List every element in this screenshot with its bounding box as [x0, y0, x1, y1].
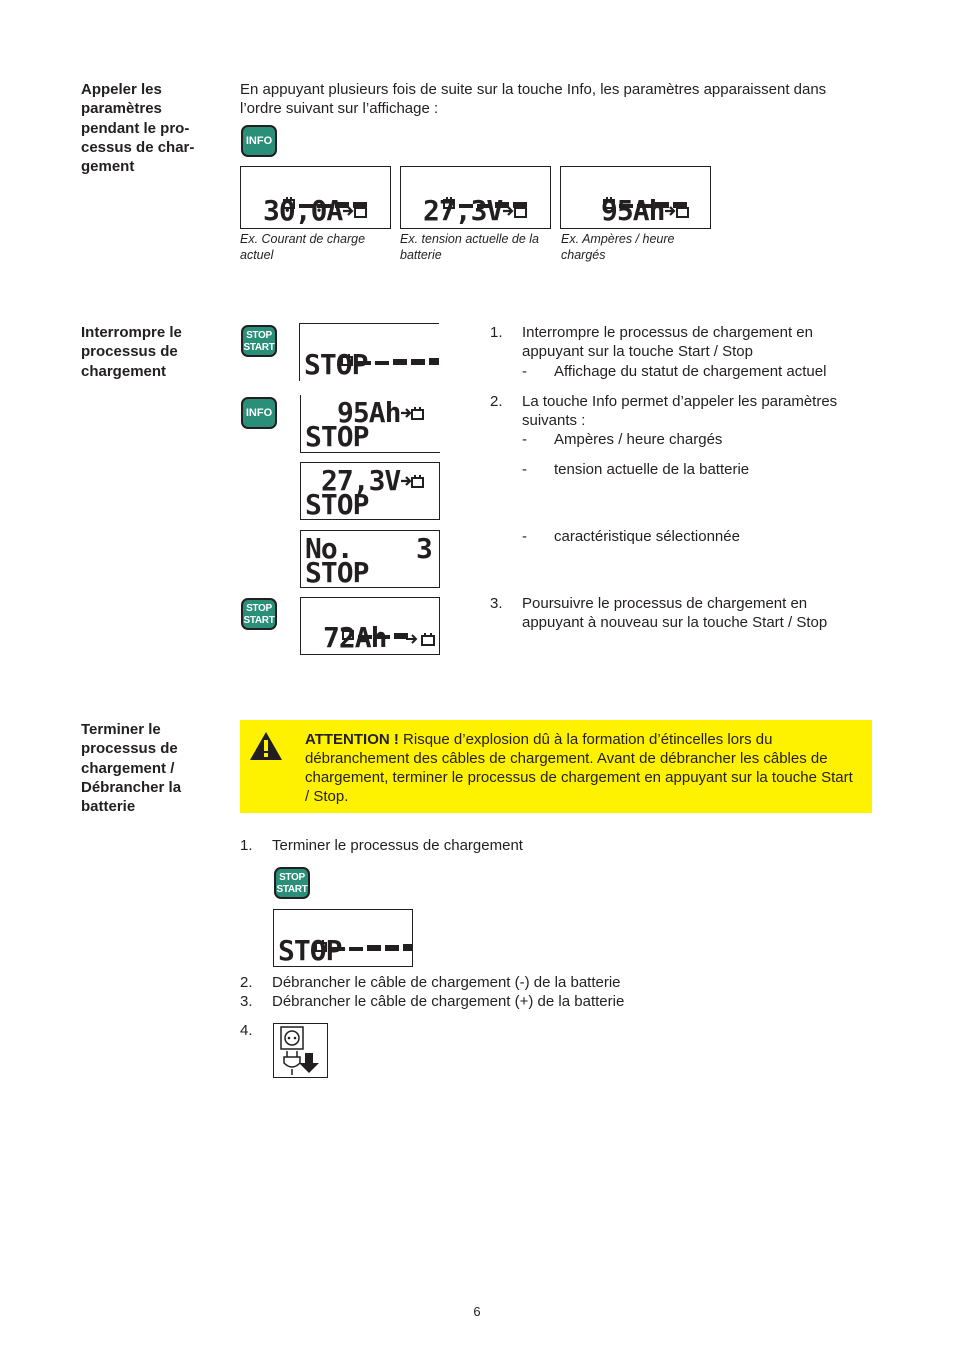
- button-label: START: [243, 342, 275, 353]
- step-subtext: caractéristique sélectionnée: [554, 528, 740, 545]
- warning-box: [240, 720, 872, 813]
- step-text: Interrompre le processus de chargement en appuyant sur la touche Start / Stop: [522, 324, 813, 360]
- lcd-line: STOP: [304, 348, 368, 381]
- lcd-value: 95Ah: [601, 194, 665, 227]
- section-side-label-params: Appeler les paramètres pendant le pro-cessus de char-gement: [81, 81, 195, 176]
- step-number: 3.: [490, 595, 503, 612]
- unplug-icon: [273, 1023, 328, 1078]
- lcd-line: STOP: [305, 556, 369, 588]
- lcd-value: 27,3V: [423, 194, 503, 227]
- step-subtext: Affichage du statut de chargement actuel: [554, 363, 827, 380]
- section-intro-text: En appuyant plusieurs fois de suite sur la touche Info, les paramètres apparaissent dans l’ordre suivant sur l’affichage :: [240, 81, 827, 117]
- button-label: STOP: [279, 872, 305, 883]
- arrow-to-battery-icon: [400, 404, 424, 422]
- section-side-label-terminate: Terminer le processus de chargement / Débrancher la batterie: [81, 721, 182, 816]
- step-number: 4.: [240, 1022, 253, 1039]
- lcd-caption: Ex. Courant de charge actuel: [240, 232, 366, 262]
- warning-text: [305, 730, 860, 806]
- info-button-icon: INFO: [241, 397, 277, 429]
- lcd-line: STOP: [305, 488, 369, 520]
- step-number: 2.: [490, 393, 503, 410]
- sub-dash: -: [522, 363, 527, 380]
- step-number: 1.: [240, 837, 253, 854]
- button-label: STOP: [246, 330, 272, 341]
- lcd-line: STOP: [278, 934, 342, 967]
- step-number: 2.: [240, 974, 253, 991]
- step-number: 1.: [490, 324, 503, 341]
- button-label: STOP: [246, 603, 272, 614]
- lcd-display-final-stop: [273, 909, 413, 967]
- lcd-display-no-stop: [300, 530, 440, 588]
- lcd-display-volt-stop: [300, 462, 440, 520]
- arrow-to-battery-icon: [404, 630, 438, 648]
- step-text: Poursuivre le processus de chargement en appuyant à nouveau sur la touche Start / Stop: [522, 595, 828, 631]
- page-number: 6: [473, 1304, 481, 1319]
- button-label: START: [243, 615, 275, 626]
- lcd-display-ah-stop: [300, 395, 440, 453]
- arrow-to-battery-icon: [664, 202, 690, 220]
- lcd-display-current: [240, 166, 391, 229]
- lcd-line: 72Ah: [323, 621, 387, 654]
- arrow-to-battery-icon: [400, 472, 424, 490]
- stop-start-button-icon: [274, 867, 310, 899]
- step-text: La touche Info permet d’appeler les paramètres suivants :: [522, 393, 838, 429]
- warning-body: Risque d’explosion dû à la formation d’étincelles lors du débranchement des câbles de chargement. Avant de débrancher les câbles de chargement, terminer le processus de chargement en appuyant sur la touche Start / Stop.: [305, 731, 853, 805]
- arrow-to-battery-icon: [502, 202, 528, 220]
- lcd-display-ah: [560, 166, 711, 229]
- step-subtext: tension actuelle de la batterie: [554, 461, 750, 478]
- info-button-icon: INFO: [241, 125, 277, 157]
- step-text: Terminer le processus de chargement: [272, 837, 523, 854]
- lcd-line: 95Ah: [337, 396, 401, 429]
- sub-dash: -: [522, 528, 527, 545]
- lcd-display-resume: [300, 597, 440, 655]
- button-label: START: [276, 884, 308, 895]
- warning-title: ATTENTION !: [305, 731, 399, 748]
- lcd-caption: Ex. tension actuelle de la batterie: [400, 232, 539, 262]
- step-subtext: Ampères / heure chargés: [554, 431, 723, 448]
- step-text: Débrancher le câble de chargement (+) de la batterie: [272, 993, 625, 1010]
- section-side-label-interrupt: Interrompre le processus de chargement: [81, 324, 182, 380]
- step-number: 3.: [240, 993, 253, 1010]
- lcd-caption: Ex. Ampères / heure chargés: [561, 232, 675, 262]
- stop-start-button-icon: [241, 598, 277, 630]
- lcd-line: No. 3: [305, 532, 432, 565]
- stop-start-button-icon: [241, 325, 277, 357]
- lcd-display-stop: [299, 323, 439, 381]
- lcd-display-voltage: [400, 166, 551, 229]
- lcd-value: 30,0A: [263, 194, 343, 227]
- lcd-line: STOP: [305, 420, 369, 453]
- lcd-line: 27,3V: [321, 464, 401, 497]
- step-text: Débrancher le câble de chargement (-) de la batterie: [272, 974, 621, 991]
- arrow-to-battery-icon: [342, 202, 368, 220]
- sub-dash: -: [522, 431, 527, 448]
- warning-triangle-icon: [249, 731, 283, 761]
- sub-dash: -: [522, 461, 527, 478]
